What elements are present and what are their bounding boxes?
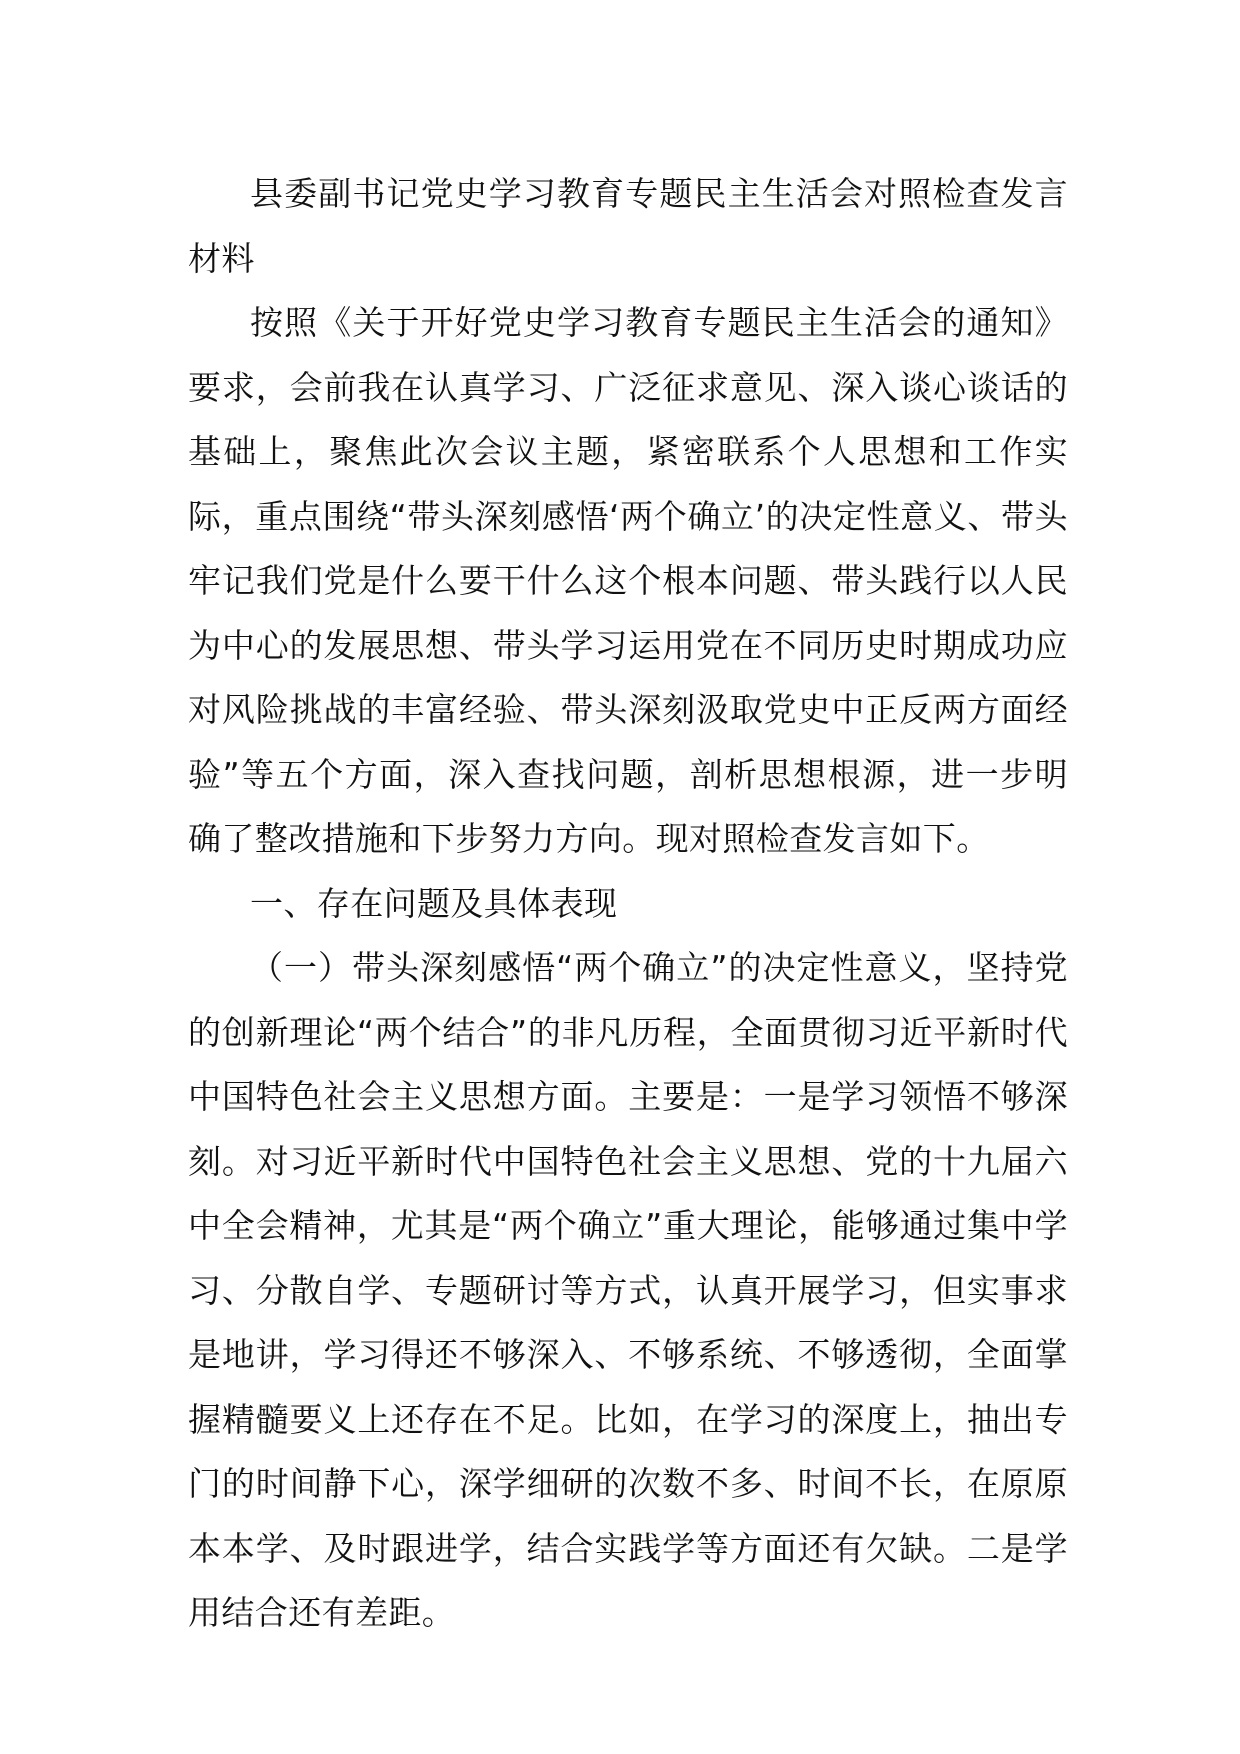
document-body — [188, 162, 1068, 1646]
document-title: 县委副书记党史学习教育专题民主生活会对照检查发言材料 — [188, 174, 1068, 278]
section-heading-problems: 一、存在问题及具体表现 — [250, 883, 618, 923]
paragraph-intro: 按照《关于开好党史学习教育专题民主生活会的通知》要求，会前我在认真学习、广泛征求意见、深入谈心谈话的基础上，聚焦此次会议主题，紧密联系个人思想和工作实际，重点围绕“带头深刻感悟‘两个确立’的决定性意义、带头牢记我们党是什么要干什么这个根本问题、带头践行以人民为中心的发展思想、带头学习运用党在不同历史时期成功应对风险挑战的丰富经验、带头深刻汲取党史中正反两方面经验”等五个方面，深入查找问题，剖析思想根源，进一步明确了整改措施和下步努力方向。现对照检查发言如下。 — [188, 303, 1068, 858]
paragraph-subsection-one: （一）带头深刻感悟“两个确立”的决定性意义，坚持党的创新理论“两个结合”的非凡历程，全面贯彻习近平新时代中国特色社会主义思想方面。主要是：一是学习领悟不够深刻。对习近平新时代中国特色社会主义思想、党的十九届六中全会精神，尤其是“两个确立”重大理论，能够通过集中学习、分散自学、专题研讨等方式，认真开展学习，但实事求是地讲，学习得还不够深入、不够系统、不够透彻，全面掌握精髓要义上还存在不足。比如，在学习的深度上，抽出专门的时间静下心，深学细研的次数不多、时间不长，在原原本本学、及时跟进学，结合实践学等方面还有欠缺。二是学用结合还有差距。 — [188, 948, 1068, 1632]
